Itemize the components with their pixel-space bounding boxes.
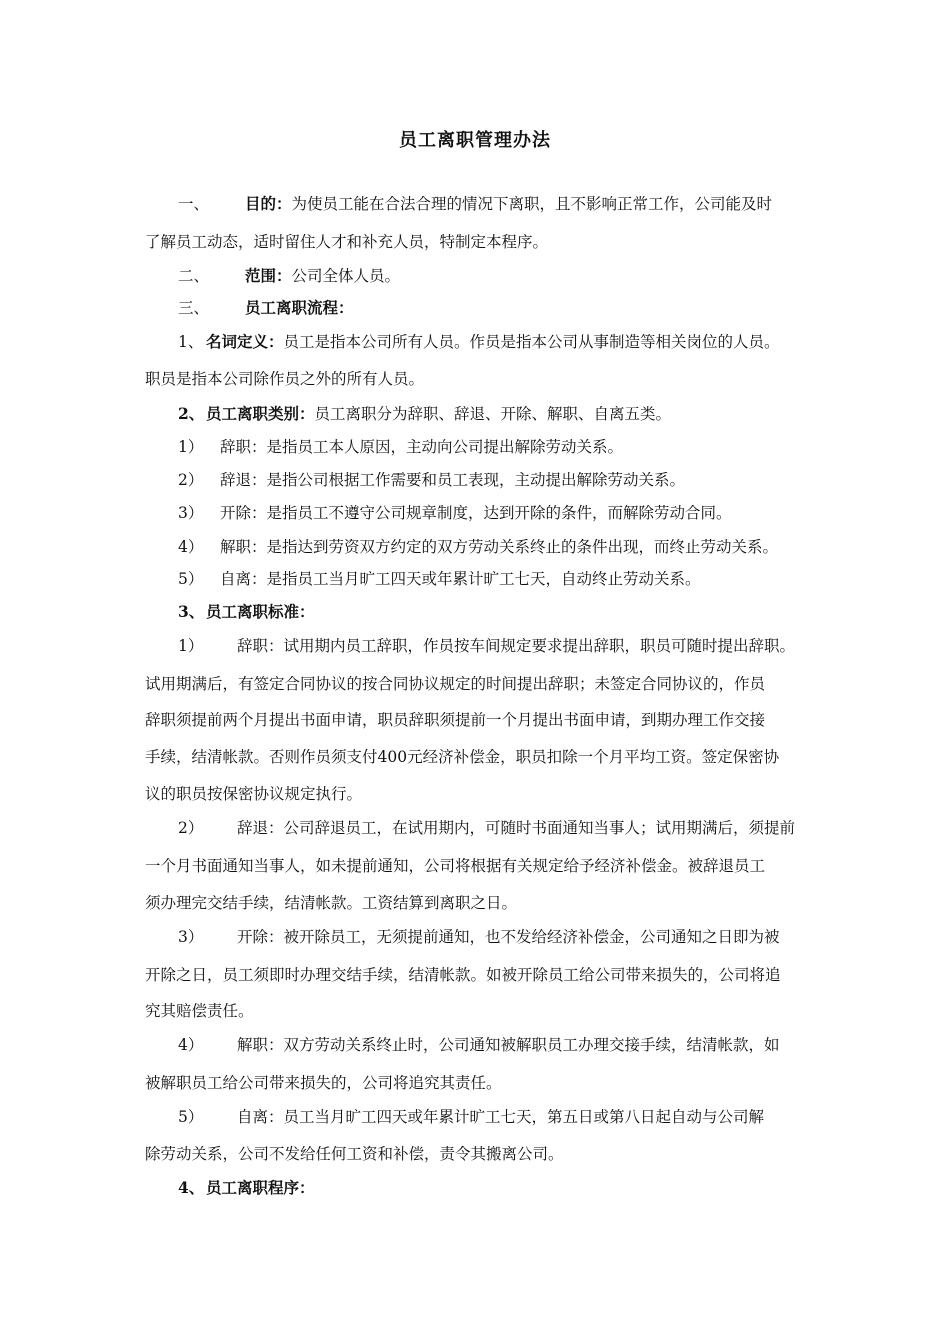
section-number: 三、: [178, 299, 210, 317]
standard-item-line: 须办理完交结手续，结清帐款。工资结算到离职之日。: [145, 894, 518, 912]
section-text: 公司全体人员。: [291, 267, 401, 285]
section-label: 目的：: [245, 194, 292, 213]
subsection-label: 名词定义：: [206, 332, 284, 351]
list-item-number: 3）: [178, 504, 204, 522]
subsection-4-line: [178, 1178, 315, 1198]
standard-item-line: [178, 1107, 764, 1127]
standard-item-text: 开除：被开除员工，无须提前通知，也不发给经济补偿金，公司通知之日即为被: [237, 928, 780, 946]
section-label: 员工离职流程：: [245, 298, 354, 317]
list-item: [178, 569, 701, 589]
standard-item-line: 开除之日，员工须即时办理交结手续，结清帐款。如被开除员工给公司带来损失的，公司将追: [145, 966, 781, 984]
standard-item-text: 解职：双方劳动关系终止时，公司通知被解职员工办理交接手续，结清帐款，如: [237, 1036, 780, 1054]
subsection-label: 员工离职程序：: [206, 1178, 315, 1197]
list-item-text: 开除：是指员工不遵守公司规章制度，达到开除的条件，而解除劳动合同。: [220, 504, 732, 522]
standard-item-line: 除劳动关系，公司不发给任何工资和补偿，责令其搬离公司。: [145, 1145, 564, 1163]
standard-item-text: 辞职：试用期内员工辞职，作员按车间规定要求提出辞职，职员可随时提出辞职。: [237, 637, 796, 655]
subsection-label: 员工离职类别：: [206, 404, 315, 423]
standard-item-text: 辞退：公司辞退员工，在试用期内，可随时书面通知当事人；试用期满后，须提前: [237, 819, 796, 837]
standard-item-number: 1）: [178, 637, 204, 655]
list-item-text: 辞退：是指公司根据工作需要和员工表现，主动提出解除劳动关系。: [220, 471, 686, 489]
standard-item-line: [178, 636, 795, 656]
section-number: 一、: [178, 195, 210, 213]
standard-item-line: 被解职员工给公司带来损失的，公司将追究其责任。: [145, 1074, 502, 1092]
section-1-line-1: [178, 194, 772, 214]
standard-item-line: 手续，结清帐款。否则作员须支付400元经济补偿金，职员扣除一个月平均工资。签定保密协: [145, 748, 780, 766]
standard-item-number: 5）: [178, 1108, 204, 1126]
standard-item-line: [178, 1035, 780, 1055]
subsection-label: 员工离职标准：: [206, 602, 315, 621]
section-text: 为使员工能在合法合理的情况下离职，且不影响正常工作，公司能及时: [291, 195, 773, 213]
list-item-text: 自离：是指员工当月旷工四天或年累计旷工七天，自动终止劳动关系。: [220, 570, 701, 588]
standard-item-line: 试用期满后，有签定合同协议的按合同协议规定的时间提出辞职；未签定合同协议的，作员: [145, 675, 766, 693]
subsection-1-line-1: [178, 332, 780, 352]
standard-item-text: 自离：员工当月旷工四天或年累计旷工七天，第五日或第八日起自动与公司解: [237, 1108, 765, 1126]
subsection-number: 2、: [178, 404, 205, 423]
list-item-number: 1）: [178, 438, 204, 456]
section-label: 范围：: [245, 266, 292, 285]
list-item-text: 辞职：是指员工本人原因，主动向公司提出解除劳动关系。: [220, 438, 624, 456]
list-item: [178, 503, 732, 523]
standard-item-line: 议的职员按保密协议规定执行。: [145, 785, 363, 803]
list-item: [178, 437, 623, 457]
standard-item-number: 4）: [178, 1036, 204, 1054]
standard-item-number: 2）: [178, 819, 204, 837]
standard-item-line: [178, 818, 795, 838]
list-item-number: 4）: [178, 538, 204, 556]
section-3-line: [178, 298, 354, 318]
list-item: [178, 470, 685, 490]
standard-item-line: 辞职须提前两个月提出书面申请，职员辞职须提前一个月提出书面申请，到期办理工作交接: [145, 711, 766, 729]
page-title: 员工离职管理办法: [399, 130, 551, 151]
standard-item-line: [178, 927, 780, 947]
standard-item-line: 一个月书面通知当事人，如未提前通知，公司将根据有关规定给予经济补偿金。被辞退员工: [145, 857, 766, 875]
subsection-number: 1、: [178, 333, 204, 351]
section-1-line-2: 了解员工动态，适时留住人才和补充人员，特制定本程序。: [145, 233, 549, 251]
subsection-number: 3、: [178, 602, 205, 621]
list-item-text: 解职：是指达到劳资双方约定的双方劳动关系终止的条件出现，而终止劳动关系。: [220, 538, 779, 556]
section-number: 二、: [178, 267, 210, 285]
subsection-number: 4、: [178, 1178, 205, 1197]
subsection-text: 员工是指本公司所有人员。作员是指本公司从事制造等相关岗位的人员。: [283, 333, 780, 351]
list-item-number: 2）: [178, 471, 204, 489]
list-item: [178, 537, 778, 557]
subsection-1-line-2: 职员是指本公司除作员之外的所有人员。: [145, 370, 425, 388]
standard-item-line: 究其赔偿责任。: [145, 1002, 254, 1020]
subsection-text: 员工离职分为辞职、辞退、开除、解职、自离五类。: [314, 405, 672, 423]
list-item-number: 5）: [178, 570, 204, 588]
standard-item-number: 3）: [178, 928, 204, 946]
section-2-line: [178, 266, 400, 286]
subsection-2-line: [178, 404, 671, 424]
subsection-3-line: [178, 602, 315, 622]
